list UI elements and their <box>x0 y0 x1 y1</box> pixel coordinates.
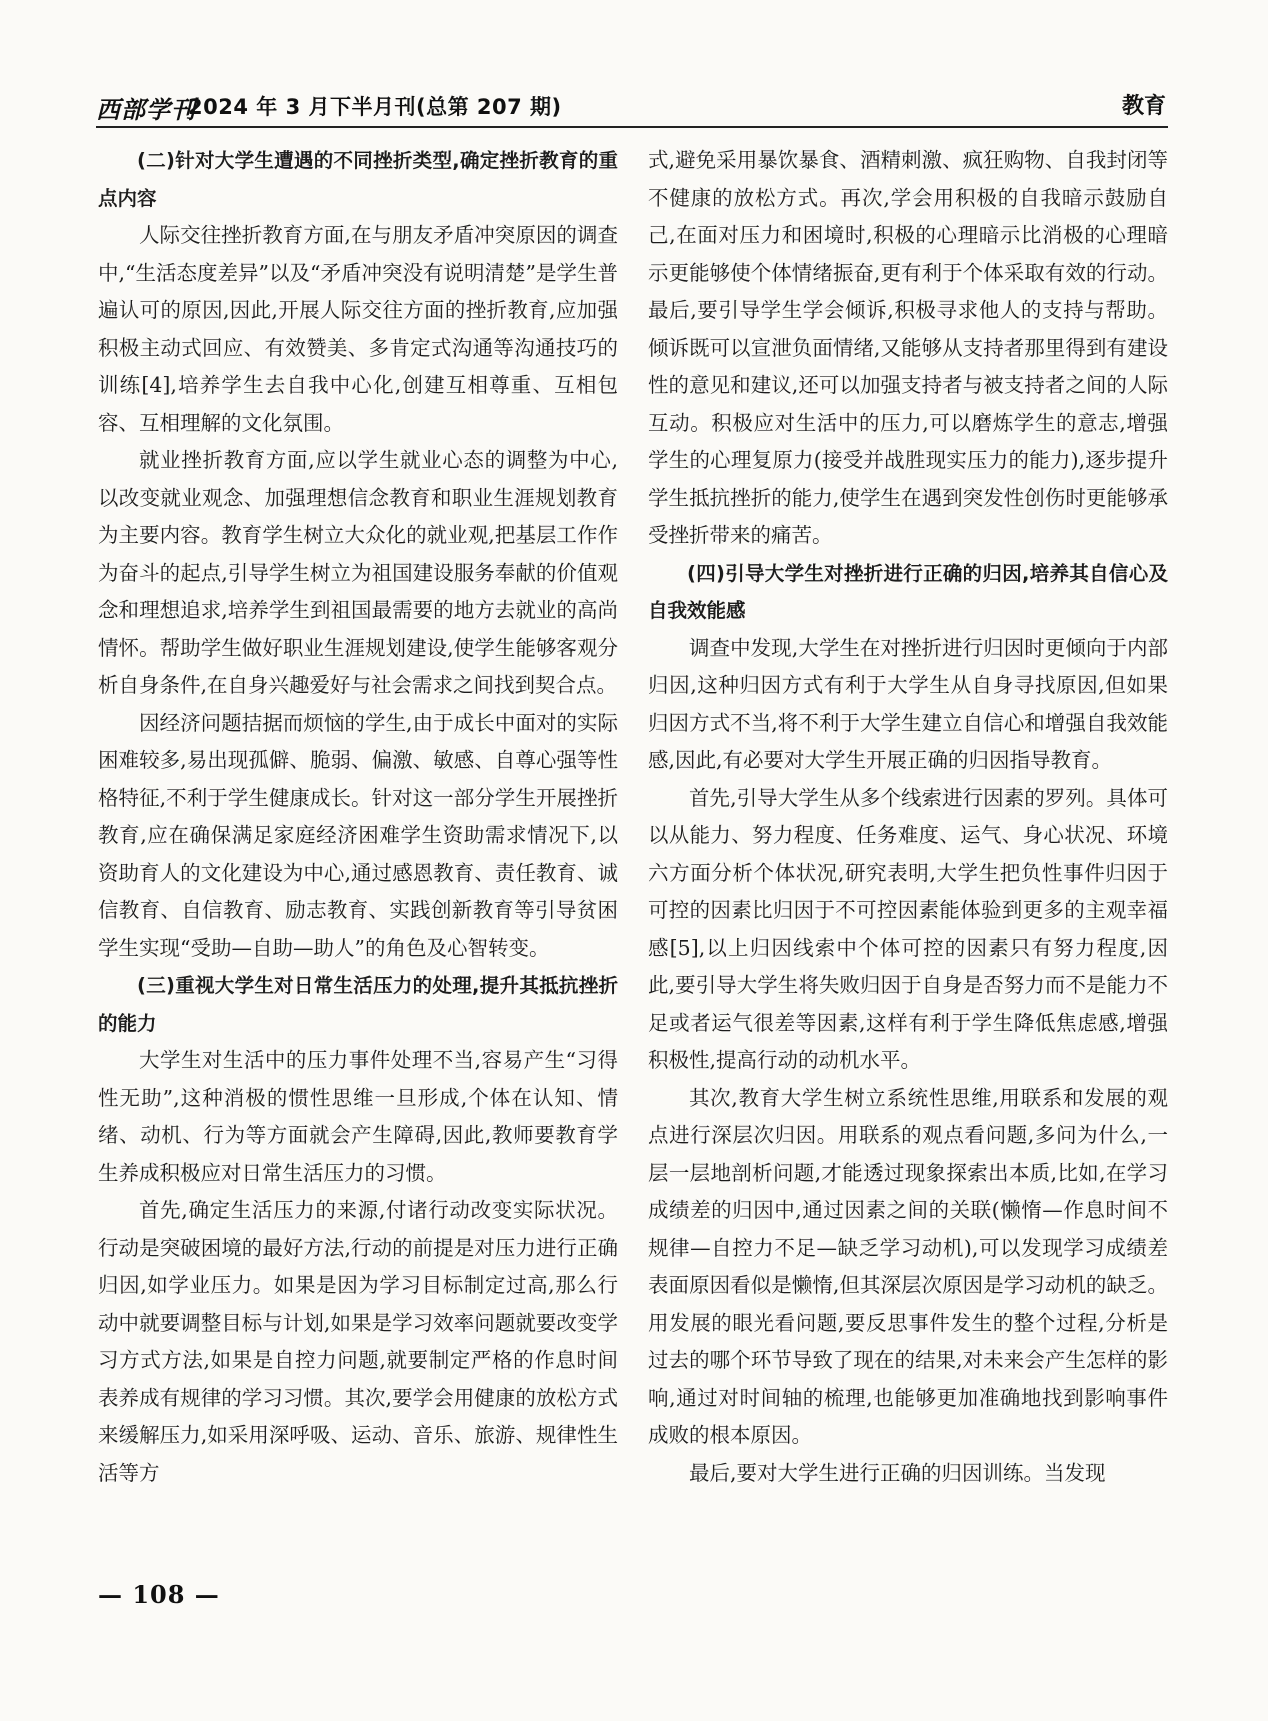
issue-info: 2024 年 3 月下半月刊(总第 207 期) <box>188 95 562 119</box>
paragraph: 其次,教育大学生树立系统性思维,用联系和发展的观点进行深层次归因。用联系的观点看问题,多问为什么,一层一层地剖析问题,才能透过现象探索出本质,比如,在学习成绩差的归因中,通过因素之间的关联(懒惰—作息时间不规律—自控力不足—缺乏学习动机),可以发现学习成绩差表面原因看似是懒惰,但其深层次原因是学习动机的缺乏。用发展的眼光看问题,要反思事件发生的整个过程,分析是过去的哪个环节导致了现在的结果,对未来会产生怎样的影响,通过对时间轴的梳理,也能够更加准确地找到影响事件成败的根本原因。 <box>648 1085 1168 1447</box>
right-column <box>648 142 1168 1492</box>
paragraph: 最后,要对大学生进行正确的归因训练。当发现 <box>689 1460 1106 1485</box>
page-header <box>96 88 1168 128</box>
paragraph: 因经济问题拮据而烦恼的学生,由于成长中面对的实际困难较多,易出现孤僻、脆弱、偏激、敏感、自尊心强等性格特征,不利于学生健康成长。针对这一部分学生开展挫折教育,应在确保满足家庭经济困难学生资助需求情况下,以资助育人的文化建设为中心,通过感恩教育、责任教育、诚信教育、自信教育、励志教育、实践创新教育等引导贫困学生实现“受助—自助—助人”的角色及心智转变。 <box>98 710 618 960</box>
paragraph: 人际交往挫折教育方面,在与朋友矛盾冲突原因的调查中,“生活态度差异”以及“矛盾冲突没有说明清楚”是学生普遍认可的原因,因此,开展人际交往方面的挫折教育,应加强积极主动式回应、有效赞美、多肯定式沟通等沟通技巧的训练[4],培养学生去自我中心化,创建互相尊重、互相包容、互相理解的文化氛围。 <box>98 223 618 435</box>
left-column <box>98 142 618 1492</box>
paragraph: 大学生对生活中的压力事件处理不当,容易产生“习得性无助”,这种消极的惯性思维一旦形成,个体在认知、情绪、动机、行为等方面就会产生障碍,因此,教师要教育学生养成积极应对日常生活压力的习惯。 <box>98 1048 618 1185</box>
paragraph: 首先,引导大学生从多个线索进行因素的罗列。具体可以从能力、努力程度、任务难度、运气、身心状况、环境六方面分析个体状况,研究表明,大学生把负性事件归因于可控的因素比归因于不可控因素能体验到更多的主观幸福感[5],以上归因线索中个体可控的因素只有努力程度,因此,要引导大学生将失败归因于自身是否努力而不是能力不足或者运气很差等因素,这样有利于学生降低焦虑感,增强积极性,提高行动的动机水平。 <box>648 785 1168 1072</box>
paragraph: 调查中发现,大学生在对挫折进行归因时更倾向于内部归因,这种归因方式有利于大学生从自身寻找原因,但如果归因方式不当,将不利于大学生建立自信心和增强自我效能感,因此,有必要对大学生开展正确的归因指导教育。 <box>648 635 1168 772</box>
journal-logo: 西部学刊 <box>96 95 196 124</box>
page-number: — 108 — <box>98 1580 220 1609</box>
paragraph: 首先,确定生活压力的来源,付诸行动改变实际状况。行动是突破困境的最好方法,行动的前提是对压力进行正确归因,如学业压力。如果是因为学习目标制定过高,那么行动中就要调整目标与计划,如果是学习效率问题就要改变学习方式方法,如果是自控力问题,就要制定严格的作息时间表养成有规律的学习习惯。其次,要学会用健康的放松方式来缓解压力,如采用深呼吸、运动、音乐、旅游、规律性生活等方 <box>98 1198 618 1485</box>
paragraph-continued: 式,避免采用暴饮暴食、酒精刺激、疯狂购物、自我封闭等不健康的放松方式。再次,学会用积极的自我暗示鼓励自己,在面对压力和困境时,积极的心理暗示比消极的心理暗示更能够使个体情绪振奋,更有利于个体采取有效的行动。最后,要引导学生学会倾诉,积极寻求他人的支持与帮助。倾诉既可以宣泄负面情绪,又能够从支持者那里得到有建设性的意见和建议,还可以加强支持者与被支持者之间的人际互动。积极应对生活中的压力,可以磨炼学生的意志,增强学生的心理复原力(接受并战胜现实压力的能力),逐步提升学生抵抗挫折的能力,使学生在遇到突发性创伤时更能够承受挫折带来的痛苦。 <box>648 148 1168 547</box>
heading-section-3: (三)重视大学生对日常生活压力的处理,提升其抵抗挫折的能力 <box>98 974 618 1035</box>
heading-section-2: (二)针对大学生遭遇的不同挫折类型,确定挫折教育的重点内容 <box>98 149 618 210</box>
paragraph: 就业挫折教育方面,应以学生就业心态的调整为中心,以改变就业观念、加强理想信念教育和职业生涯规划教育为主要内容。教育学生树立大众化的就业观,把基层工作作为奋斗的起点,引导学生树立为祖国建设服务奉献的价值观念和理想追求,培养学生到祖国最需要的地方去就业的高尚情怀。帮助学生做好职业生涯规划建设,使学生能够客观分析自身条件,在自身兴趣爱好与社会需求之间找到契合点。 <box>98 448 618 697</box>
heading-section-4: (四)引导大学生对挫折进行正确的归因,培养其自信心及自我效能感 <box>648 561 1168 622</box>
section-name: 教育 <box>1121 94 1166 119</box>
